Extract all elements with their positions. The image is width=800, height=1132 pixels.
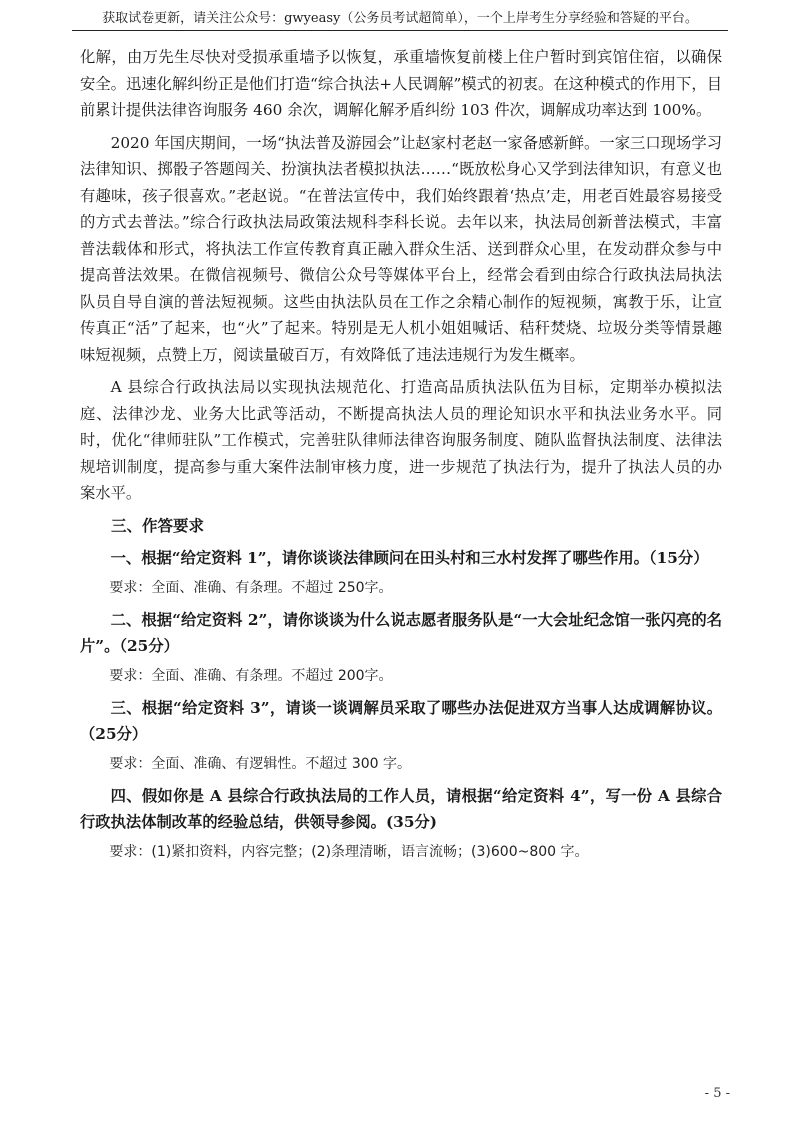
body-paragraph-1: 化解，由万先生尽快对受损承重墙予以恢复，承重墙恢复前楼上住户暂时到宾馆住宿，以确保安全。迅速化解纠纷正是他们打造“综合执法+人民调解”模式的初衷。在这种模式的作用下，目前累计提供法律咨询服务 460 余次，调解化解矛盾纠纷 103 件次，调解成功率达到 100%。 xyxy=(80,48,722,119)
requirement-3: 要求：全面、准确、有逻辑性。不超过 300 字。 xyxy=(109,755,412,772)
question-1: 一、根据“给定资料 1”，请你谈谈法律顾问在田头村和三水村发挥了哪些作用。（15分） xyxy=(110,548,709,567)
requirement-4: 要求：(1)紧扣资料，内容完整；(2)条理清晰，语言流畅；(3)600~800 字。 xyxy=(109,843,589,860)
question-2: 二、根据“给定资料 2”，请你谈谈为什么说志愿者服务队是“一大会址纪念馆一张闪亮的名片”。（25分） xyxy=(80,610,722,655)
requirement-1: 要求：全面、准确、有条理。不超过 250字。 xyxy=(109,579,393,596)
document-body xyxy=(80,44,722,871)
requirement-2: 要求：全面、准确、有条理。不超过 200字。 xyxy=(109,667,393,684)
section-heading: 三、作答要求 xyxy=(111,515,205,535)
question-3: 三、根据“给定资料 3”，请谈一谈调解员采取了哪些办法促进双方当事人达成调解协议。（25分） xyxy=(80,698,722,743)
body-paragraph-2: 2020 年国庆期间，一场“执法普及游园会”让赵家村老赵一家备感新鲜。一家三口现场学习法律知识、掷骰子答题闯关、扮演执法者模拟执法……“既放松身心又学到法律知识，有意义也有趣味，孩子很喜欢。”老赵说。“在普法宣传中，我们始终跟着‘热点’走，用老百姓最容易接受的方式去普法。”综合行政执法局政策法规科李科长说。去年以来，执法局创新普法模式，丰富普法载体和形式，将执法工作宣传教育真正融入群众生活、送到群众心里，在发动群众参与中提高普法效果。在微信视频号、微信公众号等媒体平台上，经常会看到由综合行政执法局执法队员自导自演的普法短视频。这些由执法队员在工作之余精心制作的短视频，寓教于乐，让宣传真正“活”了起来，也“火”了起来。特别是无人机小姐姐喊话、秸秆焚烧、垃圾分类等情景趣味短视频，点赞上万，阅读量破百万，有效降低了违法违规行为发生概率。 xyxy=(80,133,722,364)
body-paragraph-3: A 县综合行政执法局以实现执法规范化、打造高品质执法队伍为目标，定期举办模拟法庭、法律沙龙、业务大比武等活动，不断提高执法人员的理论知识水平和执法业务水平。同时，优化“律师驻队”工作模式，完善驻队律师法律咨询服务制度、随队监督执法制度、法律法规培训制度，提高参与重大案件法制审核力度，进一步规范了执法行为，提升了执法人员的办案水平。 xyxy=(80,378,722,502)
page-number: - 5 - xyxy=(704,1086,730,1101)
page-header: 获取试卷更新，请关注公众号：gwyeasy（公务员考试超简单），一个上岸考生分享经验和答疑的平台。 xyxy=(72,8,728,31)
question-4: 四、假如你是 A 县综合行政执法局的工作人员，请根据“给定资料 4”，写一份 A 县综合行政执法体制改革的经验总结，供领导参阅。(35分) xyxy=(80,786,722,831)
